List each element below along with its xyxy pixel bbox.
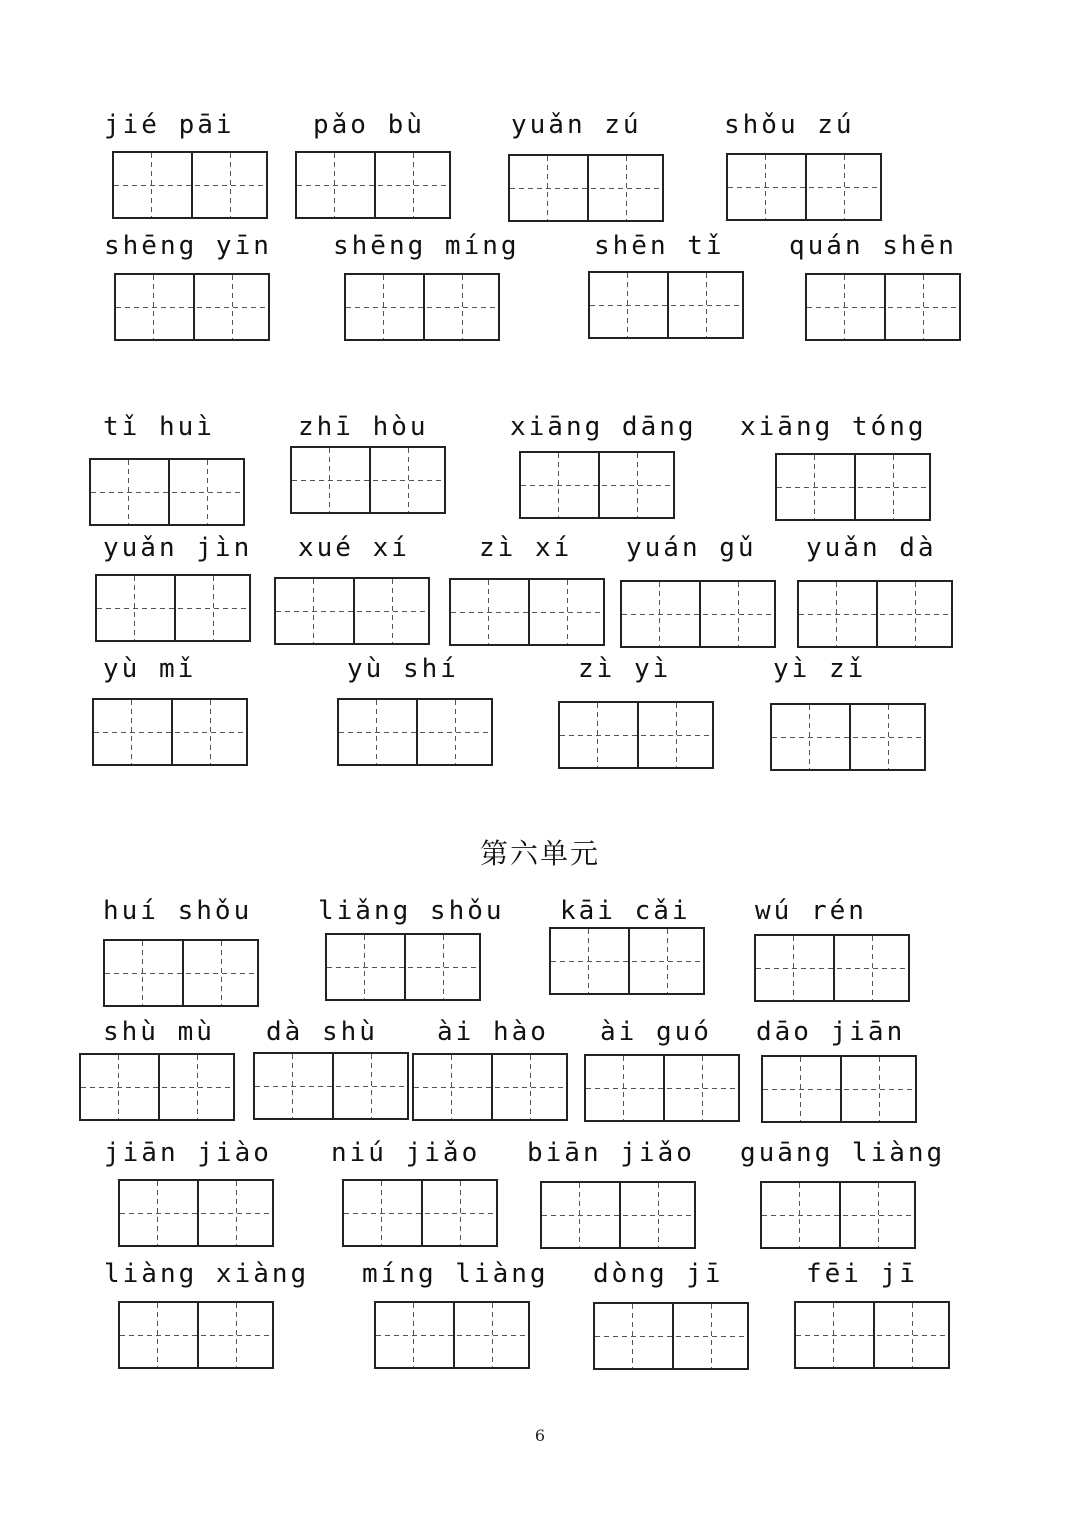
pinyin-label: dāo jiān bbox=[756, 1017, 906, 1047]
pinyin-label: shēng míng bbox=[333, 231, 520, 261]
pinyin-label: yuán gǔ bbox=[626, 533, 757, 563]
pinyin-label: shù mù bbox=[103, 1017, 215, 1047]
pinyin-label: yù mǐ bbox=[103, 654, 197, 684]
pinyin-label: liàng xiàng bbox=[104, 1259, 310, 1289]
writing-grid[interactable] bbox=[519, 451, 675, 519]
writing-grid[interactable] bbox=[295, 151, 451, 219]
pinyin-label: yuǎn jìn bbox=[103, 533, 253, 563]
writing-grid[interactable] bbox=[584, 1054, 740, 1122]
writing-grid[interactable] bbox=[114, 273, 270, 341]
pinyin-label: shēn tǐ bbox=[594, 231, 725, 261]
pinyin-label: biān jiǎo bbox=[527, 1138, 695, 1168]
pinyin-label: huí shǒu bbox=[103, 896, 253, 926]
writing-grid[interactable] bbox=[775, 453, 931, 521]
pinyin-label: zì yì bbox=[578, 654, 672, 684]
writing-grid[interactable] bbox=[449, 578, 605, 646]
writing-grid[interactable] bbox=[79, 1053, 235, 1121]
writing-grid[interactable] bbox=[558, 701, 714, 769]
writing-grid[interactable] bbox=[760, 1181, 916, 1249]
writing-grid[interactable] bbox=[92, 698, 248, 766]
writing-grid[interactable] bbox=[290, 446, 446, 514]
writing-grid[interactable] bbox=[549, 927, 705, 995]
pinyin-label: xiāng dāng bbox=[510, 412, 697, 442]
writing-grid[interactable] bbox=[508, 154, 664, 222]
writing-grid[interactable] bbox=[103, 939, 259, 1007]
writing-grid[interactable] bbox=[118, 1179, 274, 1247]
writing-grid[interactable] bbox=[337, 698, 493, 766]
pinyin-label: yuǎn zú bbox=[511, 110, 642, 140]
pinyin-label: zì xí bbox=[479, 533, 573, 563]
pinyin-label: liǎng shǒu bbox=[318, 896, 505, 926]
writing-grid[interactable] bbox=[325, 933, 481, 1001]
writing-grid[interactable] bbox=[112, 151, 268, 219]
writing-grid[interactable] bbox=[274, 577, 430, 645]
pinyin-label: yuǎn dà bbox=[806, 533, 937, 563]
pinyin-label: quán shēn bbox=[789, 231, 957, 261]
writing-grid[interactable] bbox=[797, 580, 953, 648]
writing-grid[interactable] bbox=[412, 1053, 568, 1121]
writing-grid[interactable] bbox=[118, 1301, 274, 1369]
writing-grid[interactable] bbox=[726, 153, 882, 221]
writing-grid[interactable] bbox=[761, 1055, 917, 1123]
pinyin-label: jié pāi bbox=[104, 110, 235, 140]
pinyin-label: pǎo bù bbox=[313, 110, 425, 140]
pinyin-label: niú jiǎo bbox=[331, 1138, 481, 1168]
writing-grid[interactable] bbox=[588, 271, 744, 339]
writing-grid[interactable] bbox=[770, 703, 926, 771]
pinyin-label: shēng yīn bbox=[104, 231, 272, 261]
pinyin-label: kāi cǎi bbox=[560, 896, 691, 926]
pinyin-label: míng liàng bbox=[362, 1259, 549, 1289]
writing-grid[interactable] bbox=[620, 580, 776, 648]
pinyin-label: xiāng tóng bbox=[740, 412, 927, 442]
writing-grid[interactable] bbox=[540, 1181, 696, 1249]
writing-grid[interactable] bbox=[794, 1301, 950, 1369]
writing-grid[interactable] bbox=[89, 458, 245, 526]
pinyin-label: fēi jī bbox=[806, 1259, 918, 1289]
writing-grid[interactable] bbox=[593, 1302, 749, 1370]
writing-grid[interactable] bbox=[95, 574, 251, 642]
writing-grid[interactable] bbox=[754, 934, 910, 1002]
pinyin-label: dà shù bbox=[266, 1017, 378, 1047]
writing-grid[interactable] bbox=[805, 273, 961, 341]
pinyin-label: tǐ huì bbox=[103, 412, 215, 442]
pinyin-label: ài hào bbox=[437, 1017, 549, 1047]
writing-grid[interactable] bbox=[374, 1301, 530, 1369]
pinyin-label: ài guó bbox=[600, 1017, 712, 1047]
pinyin-label: jiān jiào bbox=[104, 1138, 272, 1168]
pinyin-label: guāng liàng bbox=[740, 1138, 946, 1168]
pinyin-label: xué xí bbox=[298, 533, 410, 563]
writing-grid[interactable] bbox=[344, 273, 500, 341]
writing-grid[interactable] bbox=[342, 1179, 498, 1247]
pinyin-label: yì zǐ bbox=[773, 654, 867, 684]
pinyin-label: yù shí bbox=[347, 654, 459, 684]
unit-title: 第六单元 bbox=[479, 837, 600, 870]
pinyin-label: shǒu zú bbox=[724, 110, 855, 140]
pinyin-label: wú rén bbox=[755, 896, 867, 926]
pinyin-label: zhī hòu bbox=[298, 412, 429, 442]
page-number: 6 bbox=[534, 1426, 546, 1445]
pinyin-label: dòng jī bbox=[593, 1259, 724, 1289]
writing-grid[interactable] bbox=[253, 1052, 409, 1120]
